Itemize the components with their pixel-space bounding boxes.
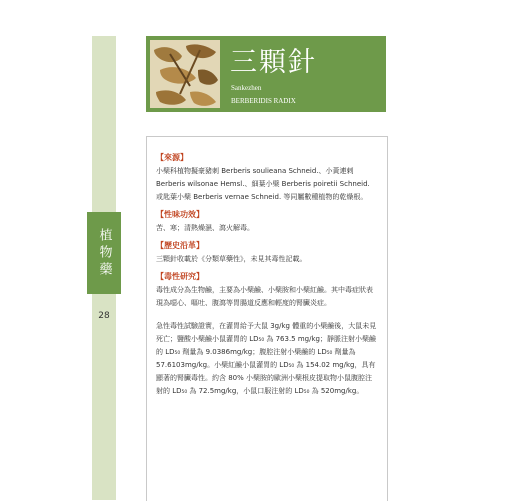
section-title-history: 【 歷史沿革 】: [156, 239, 378, 252]
property-text: 苦、寒；清熱燥濕、瀉火解毒。: [156, 224, 254, 232]
toxicity-text-2: 急性毒性試驗證實，在灌胃給予大鼠 3g/kg 體重的小檗鹼後，大鼠未見死亡；鹽酸小檗鹼小鼠灌胃的 LD₅₀ 為 763.5 mg/kg；靜脈注射小檗鹼的 LD₅₀ 劑量為 9.0386mg/kg；腹腔注射小檗鹼的 LD₅₀ 劑量為 57.6103mg/kg。小檗紅鹼小鼠灌胃的 LD₅₀ 為 154.02 mg/kg，具有顯著的腎臟毒性。約含 80% 小檗胺的歐洲小檗根皮提取物小鼠腹腔注射的 LD₅₀ 為 72.5mg/kg，小鼠口服注射的 LD₅₀ 為 520mg/kg。: [156, 322, 377, 395]
section-title-toxicity: 【 毒性研究 】: [156, 270, 378, 283]
section-title-property: 【 性味功效 】: [156, 208, 378, 221]
section-title-source: 【 來源 】: [156, 151, 378, 164]
history-text: 三顆針收載於《分類草藥性》，未見其毒性記載。: [156, 255, 307, 263]
toxicity-text-1: 毒性成分為生物鹼，主要為小檗鹼、小檗胺和小檗紅鹼。其中毒症狀表現為噁心、嘔吐、腹瀉等胃腸道反應和輕度的腎臟炎症。: [156, 286, 373, 307]
herb-pinyin: Sankezhen: [231, 84, 262, 92]
content-box: [146, 136, 388, 501]
paragraph-spacer: [156, 313, 378, 320]
source-text: 小檗科植物擬豪豬刺 Berberis soulieana Schneid.、小黃連刺 Berberis wilsonae Hemsl.、細葉小檗 Berberis poiretii Schneid. 或匙葉小檗 Berberis vernae Schneid. 等同屬數種植物的乾燥根。: [156, 167, 370, 201]
herb-latin-name: BERBERIDIS RADIX: [231, 97, 296, 105]
herb-root-photo: [150, 40, 220, 108]
monograph-header: [146, 36, 386, 112]
category-label: 植物藥: [96, 227, 112, 279]
page-number: 28: [98, 311, 110, 321]
category-tab: [87, 212, 121, 294]
herb-title: 三顆針: [230, 47, 317, 78]
